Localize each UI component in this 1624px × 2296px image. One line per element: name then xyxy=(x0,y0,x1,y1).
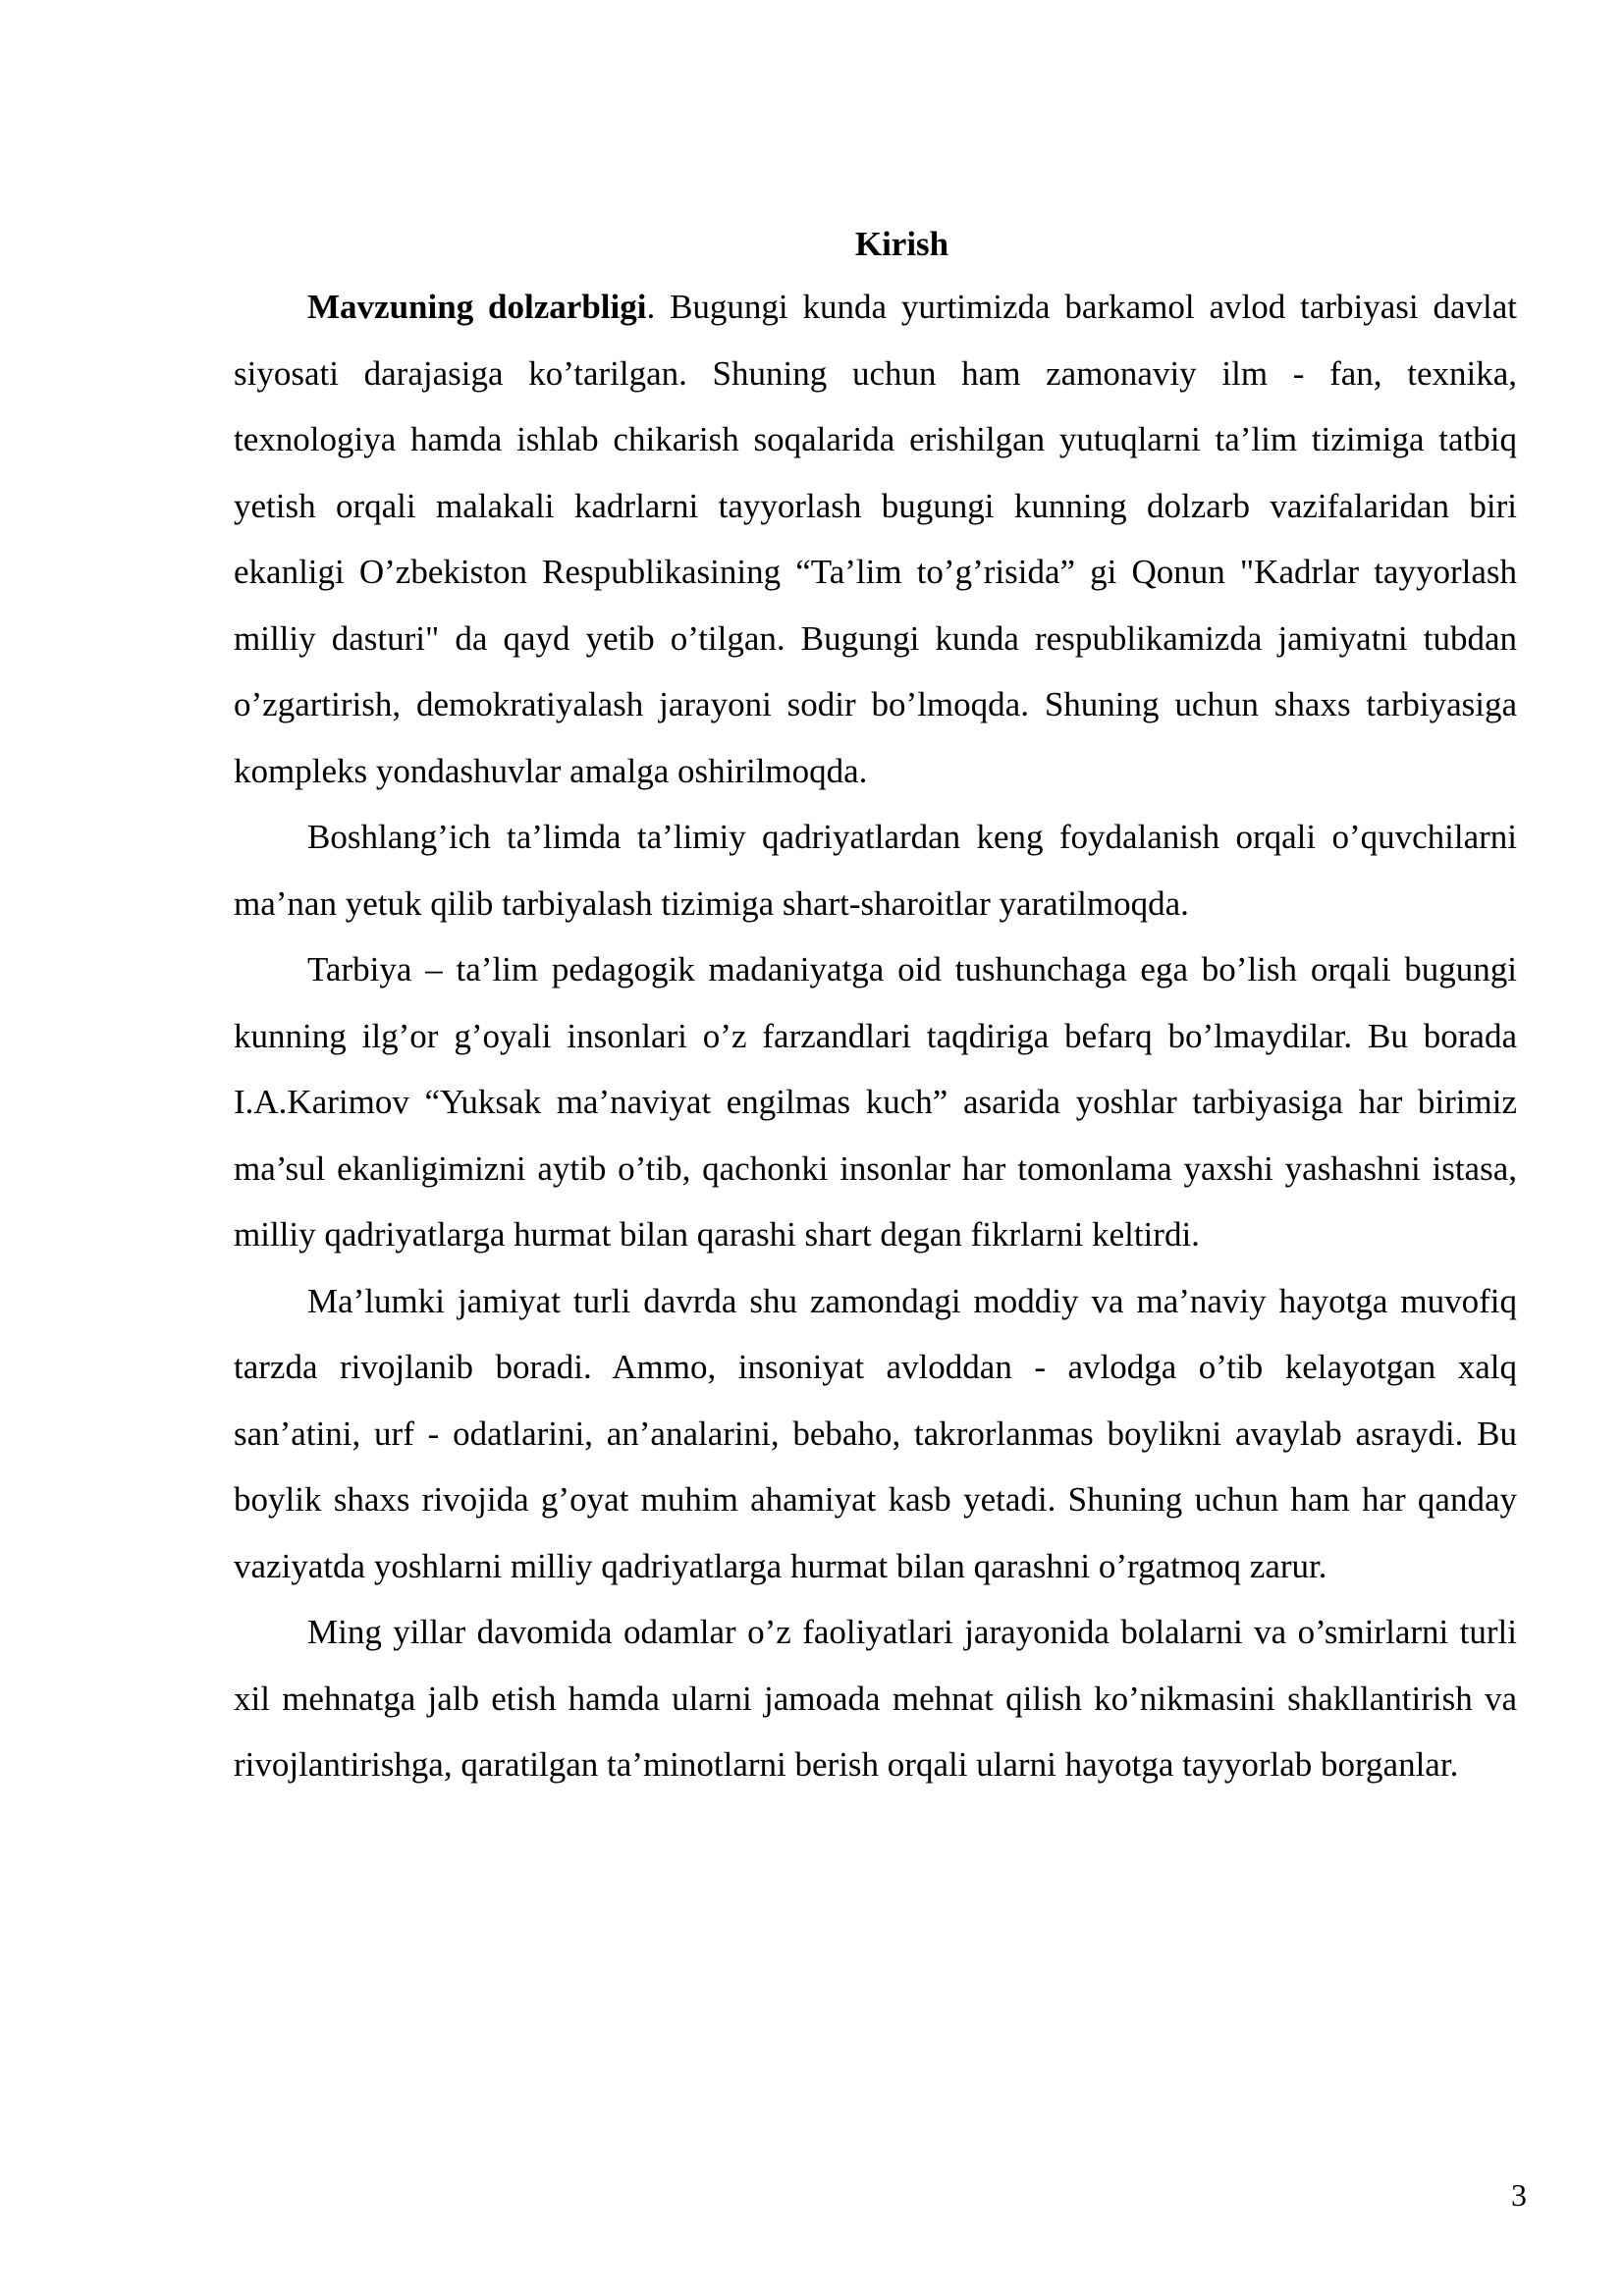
paragraph-lead-heading: Mavzuning dolzarbligi xyxy=(307,288,647,326)
section-title: Kirish xyxy=(854,225,949,263)
page-content xyxy=(234,215,1517,1798)
paragraph-text: . Bugungi kunda yurtimizda barkamol avlod tarbiyasi davlat siyosati darajasiga ko’tarilgan. Shuning uchun ham zamonaviy ilm - fan, texnika, texnologiya hamda ishlab chikarish soqalarida erishilgan yutuqlarni ta’lim tizimiga tatbiq yetish orqali malakali kadrlarni tayyorlash bugungi kunning dolzarb vazifalaridan biri ekanligi O’zbekiston Respublikasining “Ta’lim to’g’risida” gi Qonun "Kadrlar tayyorlash milliy dasturi" da qayd yetib o’tilgan. Bugungi kunda respublikamizda jamiyatni tubdan o’zgartirish, demokratiyalash jarayoni sodir bo’lmoqda. Shuning uchun shaxs tarbiyasiga kompleks yondashuvlar amalga oshirilmoqda. xyxy=(234,288,1517,790)
page-number: 3 xyxy=(1511,2177,1527,2213)
paragraph-upbringing: Tarbiya – ta’lim pedagogik madaniyatga oid tushunchaga ega bo’lish orqali bugungi kunning ilg’or g’oyali insonlari o’z farzandlari taqdiriga befarq bo’lmaydilar. Bu borada I.A.Karimov “Yuksak ma’naviyat engilmas kuch” asarida yoshlar tarbiyasiga har birimiz ma’sul ekanligimizni aytib o’tib, qachonki insonlar har tomonlama yaxshi yashashni istasa, milliy qadriyatlarga hurmat bilan qarashi shart degan fikrlarni keltirdi. xyxy=(234,950,1517,1254)
paragraph-society: Ma’lumki jamiyat turli davrda shu zamondagi moddiy va ma’naviy hayotga muvofiq tarzda rivojlanib boradi. Ammo, insoniyat avloddan - avlodga o’tib kelayotgan xalq san’atini, urf - odatlarini, an’analarini, bebaho, takrorlanmas boylikni avaylab asraydi. Bu boylik shaxs rivojida g’oyat muhim ahamiyat kasb yetadi. Shuning uchun ham har qanday vaziyatda yoshlarni milliy qadriyatlarga hurmat bilan qarashni o’rgatmoq zarur. xyxy=(234,1281,1517,1585)
paragraph-relevance xyxy=(234,274,1517,804)
paragraph-primary-education: Boshlang’ich ta’limda ta’limiy qadriyatlardan keng foydalanish orqali o’quvchilarni ma’nan yetuk qilib tarbiyalash tizimiga shart-sharoitlar yaratilmoqda. xyxy=(234,818,1517,923)
paragraph-labor-education: Ming yillar davomida odamlar o’z faoliyatlari jarayonida bolalarni va o’smirlarni turli xil mehnatga jalb etish hamda ularni jamoada mehnat qilish ko’nikmasini shakllantirish va rivojlantirishga, qaratilgan ta’minotlarni berish orqali ularni hayotga tayyorlab borganlar. xyxy=(234,1613,1517,1784)
